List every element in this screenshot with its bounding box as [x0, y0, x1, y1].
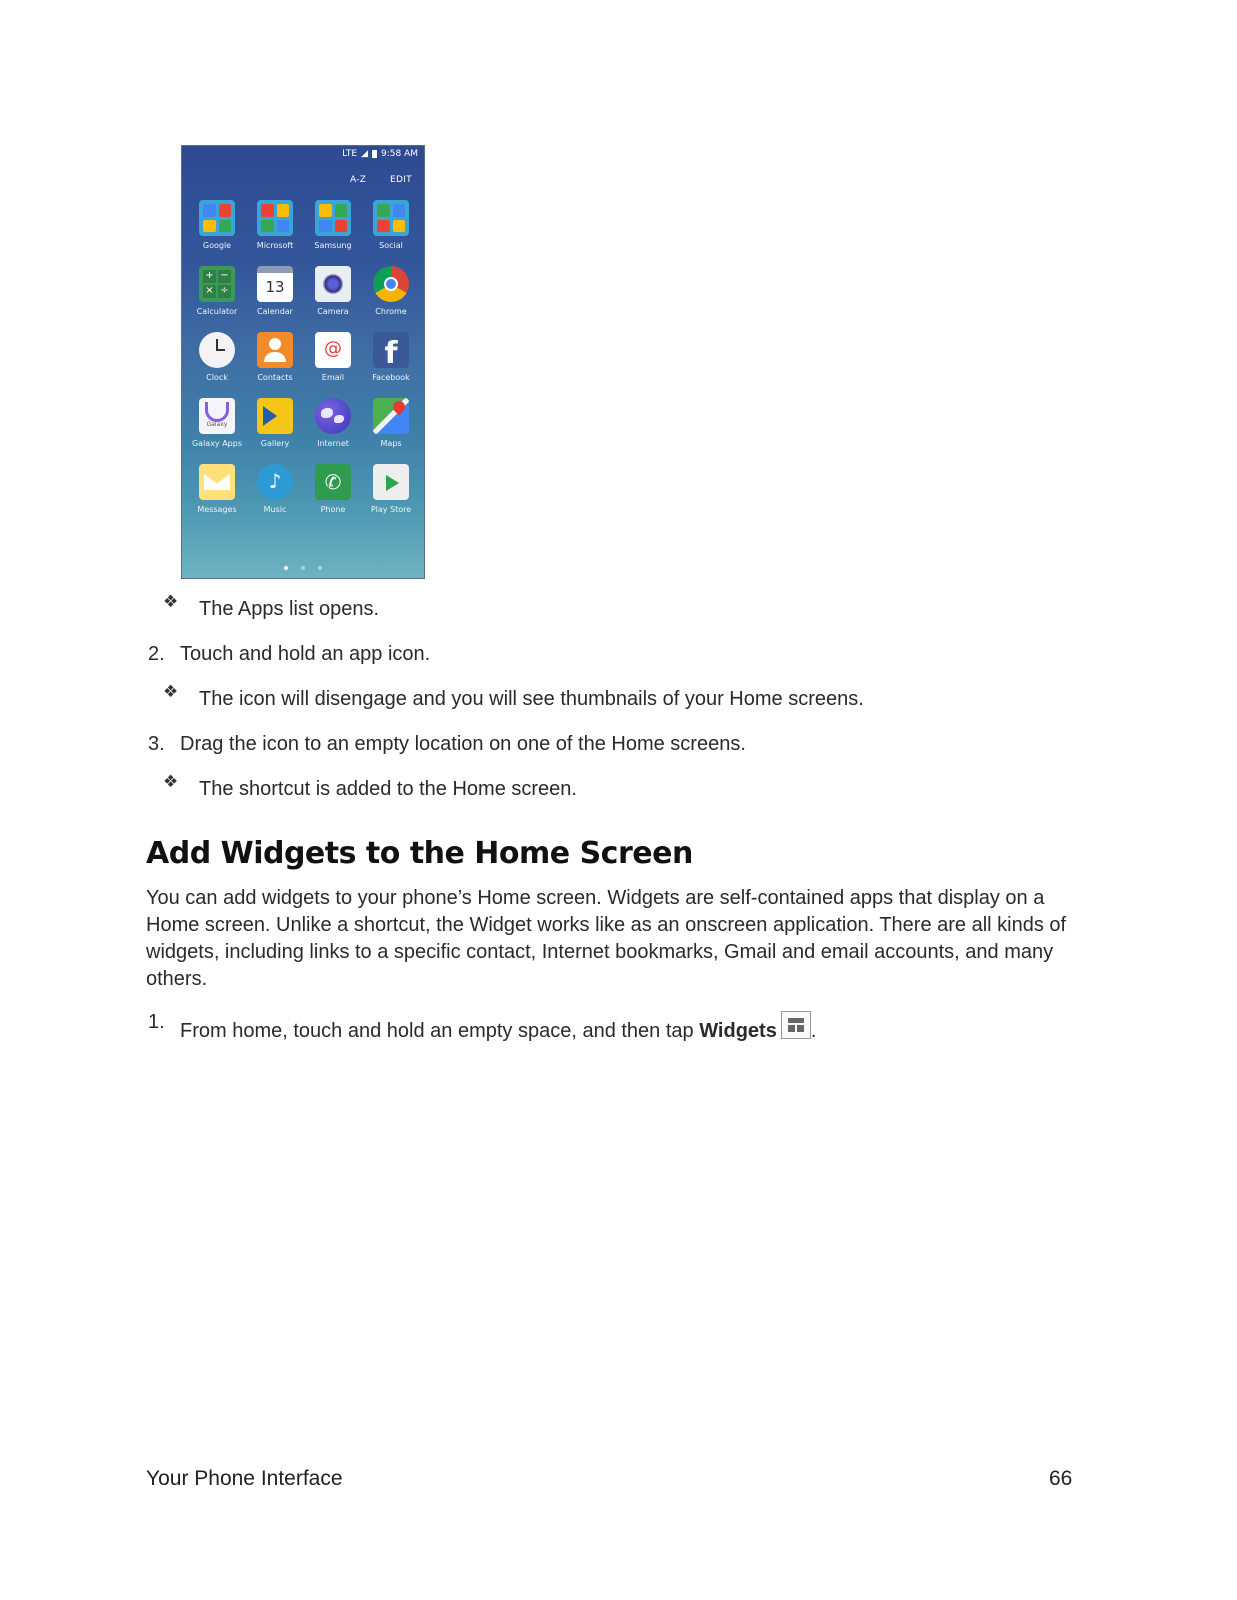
app-music[interactable] — [246, 464, 304, 514]
app-samsung[interactable] — [304, 200, 362, 250]
maps-icon — [373, 398, 409, 434]
az-button[interactable]: A-Z — [350, 175, 367, 185]
phone-icon — [315, 464, 351, 500]
page-number: 66 — [1049, 1467, 1073, 1490]
status-bar — [342, 149, 418, 159]
battery-icon — [372, 150, 377, 158]
clock-icon — [199, 332, 235, 368]
social-folder-icon — [373, 200, 409, 236]
calendar-icon: 13 — [257, 266, 293, 302]
app-chrome[interactable] — [362, 266, 420, 316]
step-text — [180, 1011, 816, 1043]
app-grid — [188, 200, 420, 514]
app-label: Camera — [317, 307, 349, 316]
app-galaxy-apps[interactable] — [188, 398, 246, 448]
app-label: Google — [202, 241, 232, 250]
widgets-label: Widgets — [699, 1020, 777, 1042]
app-internet[interactable] — [304, 398, 362, 448]
step-end-period: . — [810, 1020, 817, 1042]
app-email[interactable] — [304, 332, 362, 382]
app-label: Chrome — [375, 307, 407, 316]
app-facebook[interactable] — [362, 332, 420, 382]
result-text: The Apps list opens. — [199, 598, 380, 620]
google-folder-icon — [199, 200, 235, 236]
app-label: Contacts — [257, 373, 293, 382]
music-icon — [257, 464, 293, 500]
signal-icon: ◢ — [361, 149, 368, 159]
network-indicator: LTE — [342, 149, 358, 159]
app-label: Music — [263, 505, 287, 514]
app-label: Facebook — [372, 373, 410, 382]
page-dot[interactable] — [318, 566, 322, 570]
step-text: Touch and hold an app icon. — [180, 643, 431, 665]
step-text: Drag the icon to an empty location on one of the Home screens. — [180, 733, 746, 755]
section-paragraph: You can add widgets to your phone’s Home screen. Widgets are self-contained apps that display on a Home screen. Unlike a shortcut, the Widget works like as an onscreen application. There are all kinds of widgets, including links to a specific contact, Internet bookmarks, Gmail and email accounts, and many others. — [146, 887, 1067, 990]
app-label: Calendar — [257, 307, 293, 316]
app-label: Email — [321, 373, 345, 382]
app-label: Play Store — [370, 505, 412, 514]
messages-icon — [199, 464, 235, 500]
step-number: 3. — [148, 733, 165, 755]
bullet-diamond-icon: ❖ — [163, 592, 177, 611]
app-label: Galaxy Apps — [191, 439, 243, 448]
play-store-icon — [373, 464, 409, 500]
gallery-icon — [257, 398, 293, 434]
app-messages[interactable] — [188, 464, 246, 514]
bullet-diamond-icon: ❖ — [163, 682, 177, 701]
status-time: 9:58 AM — [381, 149, 418, 159]
app-contacts[interactable] — [246, 332, 304, 382]
app-calculator[interactable] — [188, 266, 246, 316]
app-label: Phone — [320, 505, 346, 514]
bullet-diamond-icon: ❖ — [163, 772, 177, 791]
galaxy-apps-icon — [199, 398, 235, 434]
app-phone[interactable] — [304, 464, 362, 514]
page-dot[interactable] — [284, 566, 288, 570]
page-indicator — [182, 566, 424, 570]
result-text: The icon will disengage and you will see thumbnails of your Home screens. — [199, 688, 864, 710]
section-heading: Add Widgets to the Home Screen — [146, 836, 693, 871]
app-label: Microsoft — [256, 241, 294, 250]
app-label: Samsung — [314, 241, 352, 250]
app-gallery[interactable] — [246, 398, 304, 448]
app-label: Messages — [197, 505, 237, 514]
app-label: Maps — [380, 439, 402, 448]
widgets-icon — [781, 1011, 811, 1039]
edit-button[interactable]: EDIT — [390, 175, 412, 185]
app-google[interactable] — [188, 200, 246, 250]
apps-screen-screenshot — [181, 145, 425, 579]
app-label: Social — [379, 241, 403, 250]
contacts-icon — [257, 332, 293, 368]
app-label: Gallery — [260, 439, 290, 448]
app-social[interactable] — [362, 200, 420, 250]
result-text: The shortcut is added to the Home screen. — [199, 778, 577, 800]
app-play-store[interactable] — [362, 464, 420, 514]
microsoft-folder-icon — [257, 200, 293, 236]
chrome-icon — [373, 266, 409, 302]
app-camera[interactable] — [304, 266, 362, 316]
facebook-icon: f — [373, 332, 409, 368]
step-number: 1. — [148, 1011, 165, 1033]
internet-icon — [315, 398, 351, 434]
app-label: Internet — [317, 439, 349, 448]
step-number: 2. — [148, 643, 165, 665]
step-instruction: From home, touch and hold an empty space, and then tap — [180, 1020, 700, 1042]
app-maps[interactable] — [362, 398, 420, 448]
app-microsoft[interactable] — [246, 200, 304, 250]
camera-icon — [315, 266, 351, 302]
samsung-folder-icon — [315, 200, 351, 236]
app-clock[interactable] — [188, 332, 246, 382]
app-label: Calculator — [196, 307, 238, 316]
footer-title: Your Phone Interface — [146, 1467, 343, 1490]
app-calendar[interactable] — [246, 266, 304, 316]
app-label: Clock — [206, 373, 228, 382]
page-dot[interactable] — [301, 566, 305, 570]
email-icon — [315, 332, 351, 368]
calculator-icon: + − × ÷ — [199, 266, 235, 302]
